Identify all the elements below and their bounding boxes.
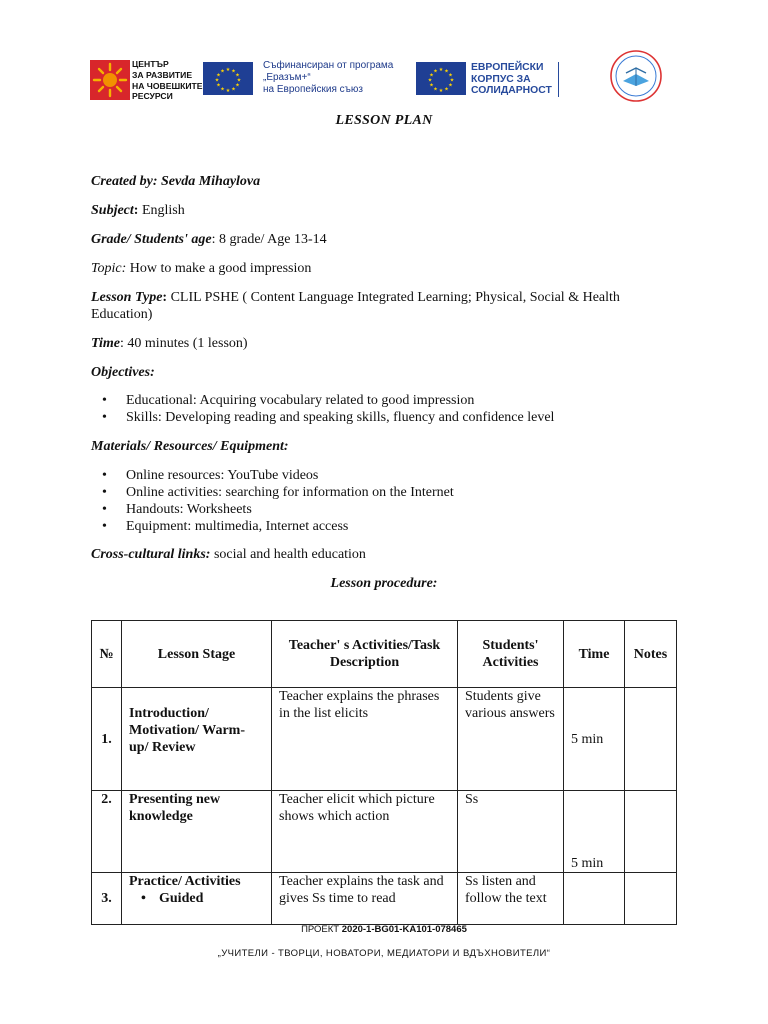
row-stage [122,873,272,925]
eu-flag-icon [203,62,253,95]
svg-text:★: ★ [448,82,453,89]
row-number: 1. [92,688,122,791]
time-line: Time: 40 minutes (1 lesson) [91,336,248,351]
svg-text:★: ★ [236,77,242,84]
row-time: 5 min [564,791,625,873]
list-item: • Online activities: searching for information on the Internet [91,484,671,501]
list-item: • Skills: Developing reading and speaking skills, fluency and confidence level [91,409,671,426]
svg-text:★: ★ [438,67,444,73]
svg-text:★: ★ [429,72,434,79]
materials-heading: Materials/ Resources/ Equipment: [91,439,289,454]
row-teacher: Teacher elicit which picture shows which action [272,791,458,873]
svg-text:★: ★ [235,72,240,79]
svg-text:★: ★ [433,86,438,93]
row-students: Ss listen and follow the text [458,873,564,925]
eu-flag-icon [416,62,466,95]
project-motto-footer: „УЧИТЕЛИ - ТВОРЦИ, НОВАТОРИ, МЕДИАТОРИ И ВДЪХНОВИТЕЛИ“ [217,948,551,959]
svg-text:★: ★ [448,72,453,79]
row-time: 5 min [564,688,625,791]
header-teacher-activities: Teacher' s Activities/Task Description [272,621,458,688]
table-row [92,791,677,873]
procedure-title: Lesson procedure: [330,576,438,591]
created-by-line: Created by: Sevda Mihaylova [91,174,261,189]
lesson-procedure-table [91,620,677,925]
erasmus-cofunded-text: Съфинансиран от програма „Еразъм+“ на Европейския съюз [263,60,394,95]
row-stage-label: Practice/ Activities [129,874,241,889]
subject-line: Subject: English [91,203,185,218]
svg-text:★: ★ [231,86,236,93]
solidarity-corps-logo: ЕВРОПЕЙСКИ КОРПУС ЗА СОЛИДАРНОСТ [471,62,559,97]
lesson-type-line: Lesson Type: CLIL PSHE ( Content Language Integrated Learning; Physical, Social & Health Education) [91,290,620,322]
grade-line: Grade/ Students' age: 8 grade/ Age 13-14 [91,232,327,247]
hr-centre-logo-text: ЦЕНТЪР ЗА РАЗВИТИЕ НА ЧОВЕШКИТЕ РЕСУРСИ [132,59,203,102]
header-notes: Notes [625,621,677,688]
table-row [92,688,677,791]
row-teacher: Teacher explains the phrases in the list elicits [272,688,458,791]
svg-text:★: ★ [433,68,438,75]
header-lesson-stage: Lesson Stage [122,621,272,688]
svg-text:★: ★ [214,77,220,84]
header-students-activities: Students' Activities [458,621,564,688]
row-stage: Introduction/ Motivation/ Warm-up/ Review [122,688,272,791]
list-item: • Equipment: multimedia, Internet access [91,518,671,535]
row-notes [625,688,677,791]
list-item: • Educational: Acquiring vocabulary related to good impression [91,392,671,409]
list-item: • Handouts: Worksheets [91,501,671,518]
table-row [92,873,677,925]
project-code-footer: ПРОЕКТ 2020-1-BG01-KA101-078465 [301,924,467,935]
svg-text:★: ★ [220,68,225,75]
list-item: • Online resources: YouTube videos [91,467,671,484]
svg-text:★: ★ [231,68,236,75]
list-item: • Guided [129,890,264,907]
row-time [564,873,625,925]
sun-logo-icon [90,60,130,100]
materials-list [91,467,671,535]
svg-text:★: ★ [220,86,225,93]
svg-text:★: ★ [216,72,221,79]
cross-cultural-line: Cross-cultural links: social and health education [91,547,366,562]
row-notes [625,873,677,925]
row-notes [625,791,677,873]
header-time: Time [564,621,625,688]
header-logo-bar [88,48,688,112]
objectives-heading: Objectives: [91,365,155,380]
table-header-row [92,621,677,688]
svg-text:★: ★ [438,88,444,94]
topic-line: Topic: How to make a good impression [91,261,312,276]
svg-text:★: ★ [449,77,455,84]
row-students: Students give various answers [458,688,564,791]
hr-centre-logo [90,58,218,104]
row-stage: Presenting new knowledge [122,791,272,873]
svg-text:★: ★ [225,67,231,73]
page-title: LESSON PLAN [335,113,433,128]
svg-text:★: ★ [225,88,231,94]
svg-text:★: ★ [444,68,449,75]
svg-text:★: ★ [444,86,449,93]
row-teacher: Teacher explains the task and gives Ss time to read [272,873,458,925]
header-number: № [92,621,122,688]
row-students: Ss [458,791,564,873]
svg-text:★: ★ [216,82,221,89]
svg-text:★: ★ [427,77,433,84]
stage-sublist [129,890,264,907]
row-number: 3. [92,873,122,925]
objectives-list [91,392,671,426]
svg-text:★: ★ [429,82,434,89]
school-seal-icon [608,48,664,104]
row-number: 2. [92,791,122,873]
svg-text:★: ★ [235,82,240,89]
